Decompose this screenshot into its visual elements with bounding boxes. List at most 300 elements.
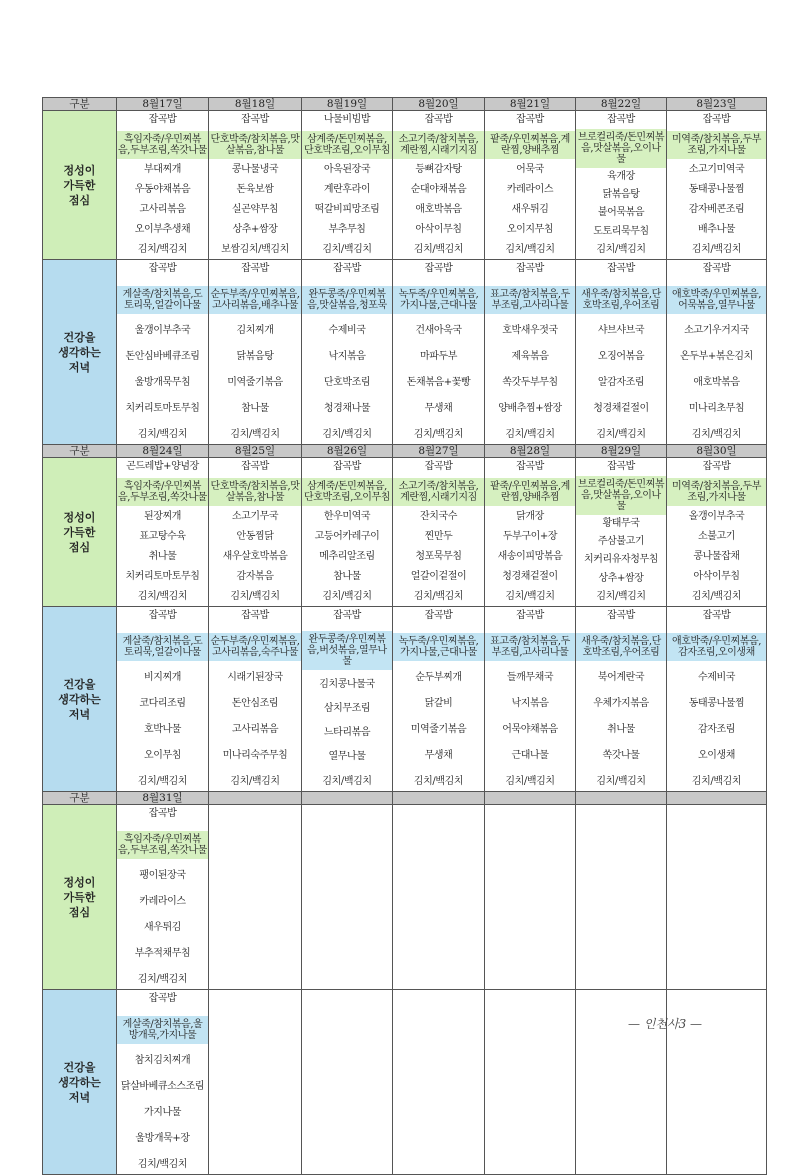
menu-items [302, 111, 392, 259]
header-row [43, 98, 767, 111]
menu-item: 닭살바베큐소스조림 [120, 1080, 205, 1092]
menu-item: 잡곡밥 [424, 263, 453, 274]
date-header [393, 792, 485, 805]
menu-item: 콩나물잡채 [693, 550, 740, 562]
menu-item: 단호박죽/참치볶음,맛살볶음,참나물 [209, 478, 301, 506]
menu-item: 양배추찜+쌈장 [498, 402, 562, 414]
lunch-menu-cell [209, 111, 302, 260]
menu-item: 등뼈감자탕 [415, 163, 462, 175]
menu-items [393, 111, 484, 259]
menu-items [302, 607, 392, 791]
date-header: 8월27일 [393, 445, 485, 458]
menu-item: 닭개장 [516, 510, 544, 522]
dinner-menu-cell [485, 260, 576, 445]
header-row [43, 792, 767, 805]
menu-item: 건새아욱국 [415, 324, 462, 336]
lunch-menu-cell [485, 805, 576, 990]
menu-item: 우동야채볶음 [134, 183, 191, 195]
menu-items [393, 458, 484, 606]
menu-item: 게살죽/참치볶음,도토리묵,얼갈이나물 [117, 633, 208, 661]
dinner-row [43, 607, 767, 792]
menu-items [209, 260, 301, 444]
menu-items [667, 111, 766, 259]
menu-item: 고사리볶음 [139, 203, 186, 215]
menu-item: 오이생채 [697, 749, 736, 761]
menu-item: 도토리묵무침 [593, 225, 649, 237]
menu-item: 잡곡밥 [424, 114, 453, 125]
menu-items [209, 111, 301, 259]
menu-item: 상추+쌈장 [232, 223, 278, 235]
menu-item: 불어묵볶음 [597, 207, 645, 219]
menu-item: 카레라이스 [139, 895, 186, 907]
menu-item: 오이부추생채 [134, 223, 191, 235]
menu-item: 김치/백김치 [137, 973, 188, 985]
menu-item: 콩나물냉국 [231, 163, 279, 175]
menu-item: 삼계죽/돈민찌볶음,단호박조림,오이무침 [302, 131, 392, 159]
menu-item: 호박나물 [143, 723, 182, 735]
menu-item: 김치찌개 [236, 324, 274, 336]
date-header: 8월25일 [209, 445, 302, 458]
menu-item: 참나물 [333, 570, 361, 582]
menu-item: 김치/백김치 [137, 428, 188, 440]
menu-item: 흑임자죽/우민찌볶음,두부조림,쏙갓나물 [117, 131, 208, 159]
menu-item: 오이지무침 [506, 223, 554, 235]
menu-item: 미역죽/참치볶음,두부조림,가지나물 [667, 478, 766, 506]
dinner-menu-cell [667, 607, 767, 792]
menu-item: 동태콩나물찜 [688, 697, 745, 709]
menu-items [485, 111, 575, 259]
menu-item: 울방개묵무침 [134, 376, 191, 388]
menu-item: 잡곡밥 [241, 263, 269, 274]
dinner-menu-cell [209, 260, 302, 445]
menu-item: 김치/백김치 [413, 775, 464, 787]
menu-item: 잡곡밥 [241, 461, 269, 472]
menu-item: 김치/백김치 [230, 590, 280, 602]
dinner-menu-cell [302, 260, 393, 445]
menu-item: 보쌈김치/백김치 [221, 243, 289, 255]
date-header: 8월29일 [576, 445, 667, 458]
col-label: 구분 [43, 98, 117, 111]
date-header: 8월18일 [209, 98, 302, 111]
lunch-row [43, 458, 767, 607]
lunch-menu-cell [576, 458, 667, 607]
date-header [209, 792, 302, 805]
menu-items [485, 805, 575, 989]
menu-item: 우체가지볶음 [593, 697, 649, 709]
menu-item: 잡곡밥 [516, 461, 544, 472]
menu-item: 감자볶음 [236, 570, 274, 582]
menu-item: 소고기죽/참치볶음,계란찜,시래기지짐 [393, 478, 484, 506]
menu-item: 완두콩죽/우민찌볶음,맛살볶음,청포묵 [302, 286, 392, 314]
meal-menu-body [43, 98, 767, 1175]
menu-item: 단호박조림 [323, 376, 371, 388]
menu-item: 샤브샤브국 [597, 324, 645, 336]
menu-item: 미역줄기볶음 [227, 376, 283, 388]
menu-item: 김치/백김치 [505, 428, 555, 440]
menu-item: 김치/백김치 [596, 775, 646, 787]
date-header: 8월28일 [485, 445, 576, 458]
menu-item: 고사리볶음 [231, 723, 279, 735]
menu-items [576, 607, 666, 791]
date-header: 8월20일 [393, 98, 485, 111]
menu-item: 표고죽/참치볶음,두부조림,고사리나물 [485, 286, 575, 314]
menu-items [393, 990, 484, 1174]
menu-item: 김치/백김치 [413, 590, 464, 602]
menu-item: 새우죽/참치볶음,단호박조림,우어조림 [576, 286, 666, 314]
menu-item: 오이무침 [143, 749, 182, 761]
menu-item: 안동찜닭 [236, 530, 274, 542]
header-row [43, 445, 767, 458]
menu-item: 흑임자죽/우민찌볶음,두부조림,쏙갓나물 [117, 478, 208, 506]
menu-item: 완두콩죽/우민찌볶음,버섯볶음,열무나물 [302, 631, 392, 670]
menu-item: 잡곡밥 [607, 263, 635, 274]
menu-item: 잡곡밥 [241, 610, 269, 621]
menu-item: 북어계란국 [597, 671, 645, 683]
menu-items [117, 458, 208, 606]
menu-items [117, 805, 208, 989]
menu-item: 돈안심바베큐조림 [125, 350, 200, 362]
dinner-section-label: 건강을 생각하는 저녁 [43, 260, 117, 445]
menu-item: 닭볶음탕 [602, 189, 640, 201]
menu-item: 소고기우거지국 [684, 324, 749, 336]
menu-item: 얼갈이겉절이 [410, 570, 467, 582]
menu-item: 청경채나물 [323, 402, 371, 414]
lunch-section-label: 정성이 가득한 점심 [43, 458, 117, 607]
menu-item: 닭갈비 [424, 697, 453, 709]
date-header: 8월30일 [667, 445, 767, 458]
menu-item: 비지찌개 [143, 671, 182, 683]
menu-item: 잡곡밥 [241, 114, 269, 125]
lunch-menu-cell [576, 805, 667, 990]
menu-item: 청경채겉절이 [593, 402, 649, 414]
lunch-menu-cell [302, 111, 393, 260]
menu-item: 카레라이스 [506, 183, 554, 195]
menu-items [576, 805, 666, 989]
lunch-menu-cell [209, 458, 302, 607]
menu-item: 김치/백김치 [505, 590, 555, 602]
lunch-menu-cell [302, 805, 393, 990]
menu-items [302, 990, 392, 1174]
menu-items [485, 607, 575, 791]
menu-item: 새우튀김 [143, 921, 182, 933]
menu-items [302, 260, 392, 444]
date-header [576, 792, 667, 805]
dinner-menu-cell [209, 607, 302, 792]
lunch-menu-cell [393, 111, 485, 260]
menu-item: 김치/백김치 [137, 590, 188, 602]
dinner-menu-cell [485, 607, 576, 792]
col-label: 구분 [43, 792, 117, 805]
menu-item: 떡갈비피망조림 [314, 203, 380, 215]
menu-item: 애호박볶음 [415, 203, 462, 215]
menu-item: 새우죽/참치볶음,단호박조림,우어조림 [576, 633, 666, 661]
menu-item: 부대찌개 [143, 163, 182, 175]
menu-item: 미나리초무침 [688, 402, 745, 414]
menu-item: 잡곡밥 [702, 461, 731, 472]
menu-item: 표고탕수육 [139, 530, 186, 542]
menu-item: 무생채 [424, 402, 453, 414]
menu-item: 새우튀김 [511, 203, 549, 215]
lunch-section-label: 정성이 가득한 점심 [43, 111, 117, 260]
menu-items [393, 260, 484, 444]
menu-item: 표고죽/참치볶음,두부조림,고사리나물 [485, 633, 575, 661]
menu-item: 잔치국수 [419, 510, 458, 522]
lunch-menu-cell [667, 805, 767, 990]
menu-item: 새송이피망볶음 [497, 550, 563, 562]
menu-item: 돈채볶음+꽃빵 [406, 376, 471, 388]
menu-item: 팥죽/우민찌볶음,계란찜,양배추찜 [485, 131, 575, 159]
menu-item: 게살죽/참치볶음,도토리묵,얼갈이나물 [117, 286, 208, 314]
lunch-menu-cell [667, 458, 767, 607]
menu-item: 실곤약무침 [231, 203, 279, 215]
menu-items [209, 805, 301, 989]
menu-items [393, 607, 484, 791]
dinner-menu-cell [302, 607, 393, 792]
date-header: 8월23일 [667, 98, 767, 111]
menu-item: 잡곡밥 [333, 263, 361, 274]
menu-items [667, 607, 766, 791]
menu-item: 잡곡밥 [333, 610, 361, 621]
menu-item: 취나물 [148, 550, 177, 562]
menu-item: 잡곡밥 [607, 610, 635, 621]
lunch-menu-cell [485, 458, 576, 607]
menu-item: 울방개묵+장 [135, 1132, 190, 1144]
menu-items [209, 607, 301, 791]
menu-item: 황태무국 [602, 517, 640, 529]
menu-item: 열무나물 [328, 751, 366, 763]
menu-item: 주삼불고기 [597, 536, 645, 548]
menu-item: 치커리토마토무침 [125, 402, 200, 414]
menu-item: 흑임자죽/우민찌볶음,두부조림,쏙갓나물 [117, 831, 208, 859]
menu-item: 순대야채볶음 [410, 183, 467, 195]
menu-item: 김치/백김치 [322, 243, 372, 255]
menu-item: 오징어볶음 [597, 350, 645, 362]
lunch-menu-cell [393, 805, 485, 990]
lunch-menu-cell [117, 458, 209, 607]
menu-item: 쏙갓두부무침 [502, 376, 558, 388]
signature: — 인천사3 — [628, 1017, 703, 1031]
menu-item: 김치/백김치 [137, 1158, 188, 1170]
menu-item: 치커리토마토무침 [125, 570, 200, 582]
menu-item: 브로컬리죽/돈민찌볶음,맛살볶음,오이나물 [576, 129, 666, 168]
dinner-menu-cell [117, 260, 209, 445]
menu-item: 배추나물 [697, 223, 736, 235]
menu-item: 잡곡밥 [702, 114, 731, 125]
menu-item: 김치/백김치 [413, 428, 464, 440]
menu-item: 게살죽/참치볶음,울방개묵,가지나물 [117, 1016, 208, 1044]
menu-items [302, 805, 392, 989]
date-header: 8월17일 [117, 98, 209, 111]
dinner-menu-cell [393, 260, 485, 445]
dinner-menu-cell [667, 260, 767, 445]
dinner-section-label: 건강을 생각하는 저녁 [43, 607, 117, 792]
menu-item: 김치/백김치 [322, 428, 372, 440]
menu-item: 김치/백김치 [596, 243, 646, 255]
menu-item: 닭볶음탕 [236, 350, 274, 362]
lunch-row [43, 805, 767, 990]
meal-menu-table [42, 97, 767, 1175]
menu-item: 김치/백김치 [230, 775, 280, 787]
lunch-menu-cell [393, 458, 485, 607]
menu-item: 브로컬리죽/돈민찌볶음,맛살볶음,오이나물 [576, 476, 666, 515]
dinner-menu-cell [576, 260, 667, 445]
date-header [302, 792, 393, 805]
menu-items [576, 458, 666, 606]
menu-item: 울갱이부추국 [134, 324, 191, 336]
menu-items [485, 990, 575, 1174]
menu-item: 삼치무조림 [323, 703, 371, 715]
menu-item: 잡곡밥 [148, 808, 177, 819]
menu-item: 순두부죽/우민찌볶음,고사리볶음,배추나물 [209, 286, 301, 314]
menu-item: 애호박죽/우민찌볶음,감자조림,오이생채 [667, 633, 766, 661]
menu-item: 나물비빔밥 [323, 114, 371, 125]
date-header: 8월19일 [302, 98, 393, 111]
menu-item: 감자베콘조림 [688, 203, 745, 215]
menu-item: 마파두부 [419, 350, 458, 362]
menu-items [576, 111, 666, 259]
menu-item: 김치/백김치 [505, 775, 555, 787]
menu-item: 팥죽/우민찌볶음,계란찜,양배추찜 [485, 478, 575, 506]
dinner-menu-cell [485, 990, 576, 1175]
lunch-section-label: 정성이 가득한 점심 [43, 805, 117, 990]
menu-item: 잡곡밥 [702, 263, 731, 274]
date-header: 8월22일 [576, 98, 667, 111]
menu-item: 계란후라이 [323, 183, 371, 195]
menu-item: 고등어카레구이 [314, 530, 380, 542]
menu-item: 들깨무채국 [506, 671, 554, 683]
menu-item: 애호박죽/우민찌볶음,어묵볶음,열무나물 [667, 286, 766, 314]
menu-item: 부추무침 [328, 223, 366, 235]
menu-item: 녹두죽/우민찌볶음,가지나물,근대나물 [393, 286, 484, 314]
menu-item: 근대나물 [511, 749, 549, 761]
date-header: 8월24일 [117, 445, 209, 458]
menu-items [302, 458, 392, 606]
menu-item: 잡곡밥 [702, 610, 731, 621]
menu-item: 김치/백김치 [137, 243, 188, 255]
menu-item: 김치/백김치 [691, 590, 742, 602]
menu-item: 김치/백김치 [691, 775, 742, 787]
menu-items [117, 111, 208, 259]
menu-item: 김치/백김치 [691, 428, 742, 440]
lunch-menu-cell [209, 805, 302, 990]
dinner-menu-cell [576, 607, 667, 792]
date-header [485, 792, 576, 805]
menu-item: 잡곡밥 [148, 993, 177, 1004]
menu-items [576, 260, 666, 444]
menu-item: 단호박죽/참치볶음,맛살볶음,참나물 [209, 131, 301, 159]
menu-items [209, 458, 301, 606]
date-header: 8월31일 [117, 792, 209, 805]
lunch-menu-cell [667, 111, 767, 260]
lunch-row [43, 111, 767, 260]
menu-item: 부추적채무침 [134, 947, 191, 959]
menu-item: 낙지볶음 [511, 697, 549, 709]
menu-item: 취나물 [607, 723, 635, 735]
menu-item: 알감자조림 [597, 376, 645, 388]
menu-items [485, 260, 575, 444]
menu-item: 소불고기 [697, 530, 736, 542]
menu-item: 미나리숙주무침 [222, 749, 288, 761]
menu-item: 어묵국 [516, 163, 544, 175]
menu-items [117, 990, 208, 1174]
menu-items [393, 805, 484, 989]
dinner-menu-cell [117, 990, 209, 1175]
menu-item: 참나물 [241, 402, 269, 414]
menu-item: 삼계죽/돈민찌볶음,단호박조림,오이무침 [302, 478, 392, 506]
menu-items [117, 260, 208, 444]
menu-item: 된장찌개 [143, 510, 182, 522]
menu-item: 아욱된장국 [323, 163, 371, 175]
menu-item: 새우살호박볶음 [222, 550, 288, 562]
menu-item: 아삭이무침 [415, 223, 462, 235]
menu-item: 돈안심조림 [231, 697, 279, 709]
menu-item: 육개장 [607, 170, 635, 182]
lunch-menu-cell [117, 805, 209, 990]
lunch-menu-cell [576, 111, 667, 260]
menu-items [667, 805, 766, 989]
menu-item: 팽이된장국 [139, 869, 186, 881]
menu-item: 김치/백김치 [596, 428, 646, 440]
menu-item: 잡곡밥 [516, 263, 544, 274]
menu-item: 동태콩나물찜 [688, 183, 745, 195]
date-header: 8월21일 [485, 98, 576, 111]
menu-item: 올갱이부추국 [688, 510, 745, 522]
menu-item: 아삭이무침 [693, 570, 740, 582]
dinner-row [43, 260, 767, 445]
menu-item: 상추+쌈장 [598, 572, 644, 584]
menu-items [667, 260, 766, 444]
menu-item: 잡곡밥 [424, 610, 453, 621]
menu-items [485, 458, 575, 606]
lunch-menu-cell [485, 111, 576, 260]
menu-item: 잡곡밥 [148, 610, 177, 621]
menu-item: 김치/백김치 [413, 243, 464, 255]
dinner-menu-cell [117, 607, 209, 792]
menu-item: 잡곡밥 [516, 114, 544, 125]
menu-item: 참치김치찌개 [134, 1054, 191, 1066]
menu-item: 녹두죽/우민찌볶음,가지나물,근대나물 [393, 633, 484, 661]
menu-items [667, 458, 766, 606]
menu-items [209, 990, 301, 1174]
menu-item: 제육볶음 [511, 350, 549, 362]
date-header: 8월26일 [302, 445, 393, 458]
menu-item: 소고기죽/참치볶음,계란찜,시래기지짐 [393, 131, 484, 159]
col-label: 구분 [43, 445, 117, 458]
menu-item: 잡곡밥 [148, 114, 177, 125]
menu-item: 온두부+볶은김치 [680, 350, 753, 362]
menu-item: 소고기미역국 [688, 163, 745, 175]
menu-item: 소고기무국 [231, 510, 279, 522]
lunch-menu-cell [302, 458, 393, 607]
menu-item: 치커리유자청무침 [583, 554, 659, 566]
menu-item: 김치/백김치 [322, 590, 372, 602]
menu-item: 김치/백김치 [596, 590, 646, 602]
menu-item: 미역죽/참치볶음,두부조림,가지나물 [667, 131, 766, 159]
menu-item: 김치/백김치 [505, 243, 555, 255]
dinner-menu-cell [393, 607, 485, 792]
menu-item: 수제비국 [697, 671, 736, 683]
menu-item: 김치콩나물국 [319, 678, 375, 690]
menu-item: 감자조림 [697, 723, 736, 735]
menu-item: 낙지볶음 [328, 350, 366, 362]
menu-item: 김치/백김치 [691, 243, 742, 255]
menu-item: 청포묵무침 [415, 550, 462, 562]
dinner-section-label: 건강을 생각하는 저녁 [43, 990, 117, 1175]
menu-item: 찐만두 [424, 530, 453, 542]
menu-item: 호박새우젓국 [502, 324, 558, 336]
menu-item: 어묵야채볶음 [502, 723, 558, 735]
menu-item: 순두부죽/우민찌볶음,고사리볶음,숙주나물 [209, 633, 301, 661]
